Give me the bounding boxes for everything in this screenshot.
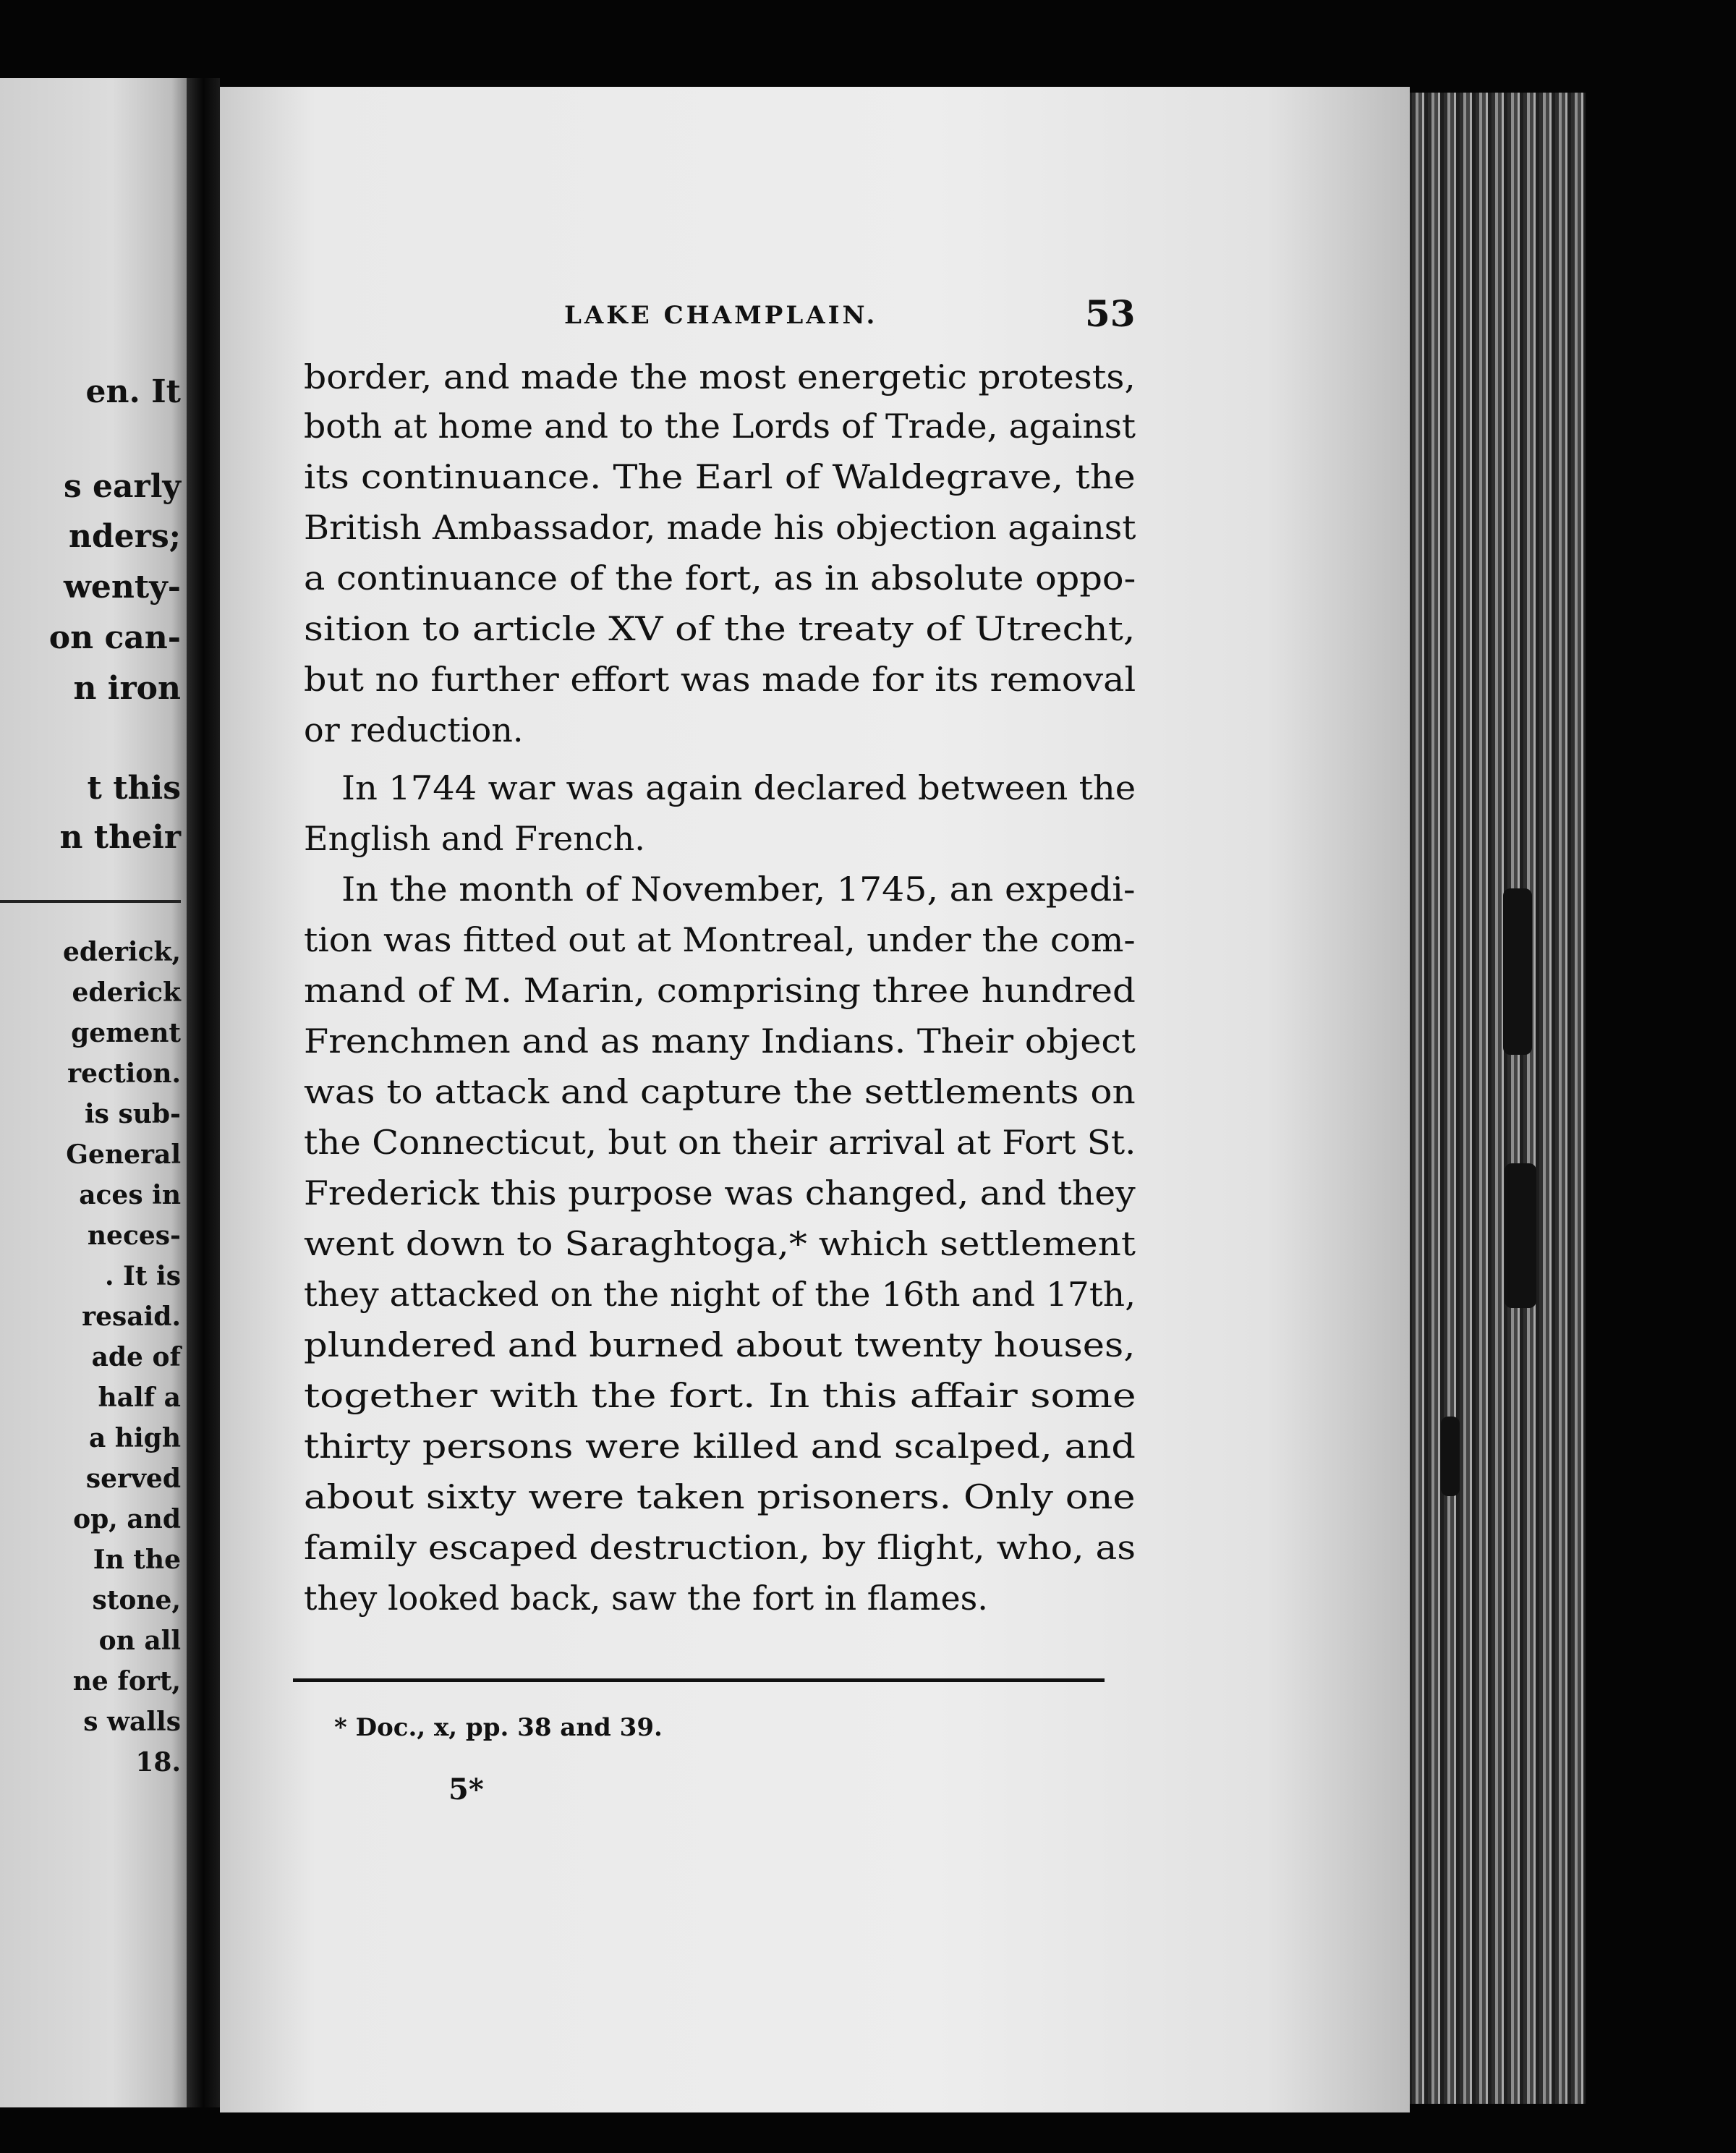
left-page-note-line: is sub- [84, 1099, 181, 1129]
left-page-note-line: ederick [72, 977, 181, 1008]
left-page-note-line: In the [93, 1545, 181, 1575]
left-page-line: wenty- [63, 569, 181, 606]
left-page-note-line: stone, [92, 1585, 181, 1615]
left-page-note-line: General [66, 1139, 181, 1170]
text-line: In the month of November, 1745, an expedi- [341, 870, 1136, 909]
text-line: together with the fort. In this affair some [304, 1376, 1136, 1415]
text-line: English and French. [304, 819, 645, 858]
left-page-line: n their [59, 819, 181, 856]
body-text [304, 0, 1136, 1664]
text-line: was to attack and capture the settlements on [304, 1072, 1136, 1111]
text-line: thirty persons were killed and scalped, and [304, 1427, 1136, 1466]
page-number: 53 [1085, 292, 1136, 335]
text-line: its continuance. The Earl of Waldegrave, the [304, 457, 1136, 496]
left-page-line: on can- [48, 619, 181, 656]
left-page [0, 78, 187, 2107]
text-line: sition to article XV of the treaty of Utrecht, [304, 609, 1136, 648]
left-page-line: n iron [73, 670, 181, 707]
left-page-note-line: gement [71, 1018, 181, 1048]
left-page-note-line: on all [98, 1626, 181, 1656]
left-page-note-line: served [85, 1464, 181, 1494]
text-line: family escaped destruction, by flight, who, as [304, 1528, 1136, 1567]
signature-mark: 5* [448, 1772, 484, 1806]
text-line: about sixty were taken prisoners. Only one [304, 1477, 1136, 1516]
left-page-note-line: half a [98, 1383, 181, 1413]
text-line: tion was fitted out at Montreal, under the com- [304, 920, 1136, 959]
left-page-note-line: s walls [83, 1707, 181, 1737]
left-page-note-line: ederick, [62, 937, 181, 967]
text-line: both at home and to the Lords of Trade, against [304, 407, 1136, 446]
left-page-line: s early [63, 468, 181, 505]
text-line: or reduction. [304, 710, 524, 749]
book-gutter [187, 78, 220, 2107]
left-page-line: t this [87, 770, 181, 807]
left-page-note-line: . It is [104, 1261, 181, 1291]
left-page-note-line: 18. [135, 1747, 181, 1778]
text-line: plundered and burned about twenty houses, [304, 1325, 1136, 1364]
footnote-rule [293, 1678, 1105, 1682]
left-page-note-line: resaid. [82, 1301, 181, 1332]
left-page-line: nders; [69, 518, 181, 555]
left-page-note-line: ade of [91, 1342, 181, 1372]
text-line: mand of M. Marin, comprising three hundred [304, 971, 1136, 1010]
left-page-note-line: op, and [73, 1504, 181, 1534]
text-line: a continuance of the fort, as in absolute oppo- [304, 559, 1136, 598]
text-line: they looked back, saw the fort in flames. [304, 1579, 988, 1618]
left-page-note-line: rection. [67, 1058, 181, 1089]
text-line: Frederick this purpose was changed, and they [304, 1173, 1136, 1213]
left-page-note-line: ne fort, [72, 1666, 181, 1697]
left-page-footnote-rule [0, 900, 181, 903]
text-line: but no further effort was made for its removal [304, 660, 1136, 699]
left-page-note-line: a high [88, 1423, 181, 1453]
left-page-note-line: aces in [79, 1180, 181, 1210]
spine-mark [1503, 888, 1532, 1055]
page-edges [1396, 93, 1586, 2104]
left-page-note-line: neces- [87, 1220, 181, 1251]
text-line: British Ambassador, made his objection against [304, 508, 1136, 547]
text-line: In 1744 war was again declared between the [341, 768, 1136, 807]
text-line: they attacked on the night of the 16th and 17th, [304, 1275, 1136, 1314]
text-line: Frenchmen and as many Indians. Their object [304, 1022, 1136, 1061]
text-line: the Connecticut, but on their arrival at Fort St. [304, 1123, 1136, 1162]
spine-mark [1441, 1417, 1460, 1496]
text-line: went down to Saraghtoga,* which settlement [304, 1224, 1136, 1263]
footnote: * Doc., x, pp. 38 and 39. [334, 1713, 663, 1742]
running-head: LAKE CHAMPLAIN. [564, 301, 878, 330]
spine-mark [1505, 1163, 1536, 1308]
text-line: border, and made the most energetic protests, [304, 357, 1136, 396]
left-page-line: en. It [85, 373, 181, 410]
